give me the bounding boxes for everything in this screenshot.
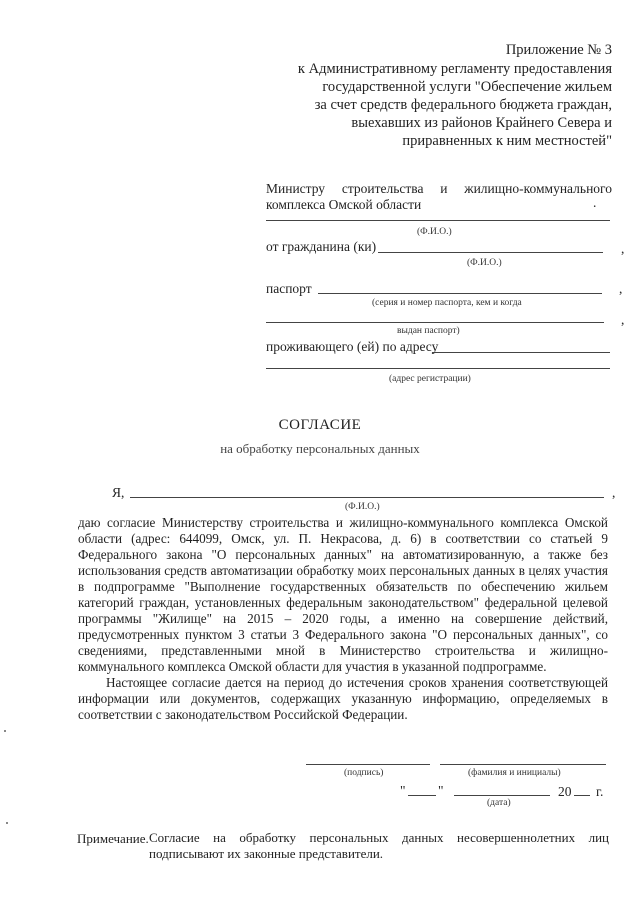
scan-mark	[6, 822, 8, 824]
year-prefix: 20	[558, 784, 572, 799]
scan-mark	[4, 730, 6, 732]
header-line-2: к Административному регламенту предоставления	[297, 61, 612, 77]
date-open-quote: "	[400, 783, 406, 798]
date-year-field[interactable]	[574, 795, 590, 796]
header-line-1: Приложение № 3	[505, 42, 612, 58]
consent-fio-field[interactable]	[130, 497, 604, 498]
addressee-line-1: Министру строительства и жилищно-коммунального	[266, 181, 612, 196]
note-text: Согласие на обработку персональных данных несовершеннолетних лиц подписывают их законные представители.	[149, 830, 609, 861]
ya-label: Я,	[112, 485, 125, 500]
comma-2: ,	[619, 281, 623, 296]
year-suffix: г.	[596, 784, 604, 799]
passport-field[interactable]	[318, 293, 602, 294]
date-month-field[interactable]	[454, 795, 550, 796]
date-caption: (дата)	[487, 798, 511, 808]
citizen-fio-field[interactable]	[378, 252, 603, 253]
passport-caption-2: выдан паспорт)	[397, 326, 460, 336]
address-field-1[interactable]	[432, 352, 610, 353]
citizen-fio-caption: (Ф.И.О.)	[467, 258, 502, 268]
consent-paragraph-1: даю согласие Министерству строительства и жилищно-коммунального комплекса Омской области (адрес: 644099, Омск, ул. П. Некрасова, д. 6) в соответствии со статьей 9 Федерального закона "О персональных данных" на автоматизированную, а также без использования средств автоматизации обработку моих персональных данных в целях участия в подпрограмме "Выполнение государственных обязательств по обеспечению жильем категорий граждан, установленных федеральным законодательством" федеральной целевой программы "Жилище" на 2015 – 2020 годы, а именно на совершение действий, предусмотренных пунктом 3 статьи 3 Федерального закона "О персональных данных", со сведениями, представленными мной в Министерство строительства и жилищно-коммунального комплекса Омской области для участия в указанной подпрограмме.	[78, 515, 608, 674]
comma-1: ,	[621, 241, 625, 256]
from-citizen-label: от гражданина (ки)	[266, 239, 377, 254]
header-line-6: приравненных к ним местностей"	[402, 133, 612, 149]
address-field-2[interactable]	[266, 368, 610, 369]
signature-caption: (подпись)	[344, 768, 384, 778]
name-initials-caption: (фамилия и инициалы)	[468, 768, 561, 778]
passport-label: паспорт	[266, 281, 312, 296]
comma-3: ,	[621, 312, 625, 327]
date-close-quote: "	[438, 783, 444, 798]
passport-issued-field[interactable]	[266, 322, 604, 323]
date-day-field[interactable]	[408, 795, 436, 796]
minister-fio-field[interactable]	[266, 220, 610, 221]
header-line-4: за счет средств федерального бюджета граждан,	[314, 97, 612, 113]
signature-field[interactable]	[306, 764, 430, 765]
passport-caption-1: (серия и номер паспорта, кем и когда	[372, 298, 522, 308]
consent-paragraph-2: Настоящее согласие дается на период до истечения сроков хранения соответствующей информации или документов, содержащих указанную информацию, определяемых в соответствии с законодательством Российской Федерации.	[78, 675, 608, 722]
comma-4: ,	[612, 485, 616, 500]
name-initials-field[interactable]	[440, 764, 606, 765]
address-caption: (адрес регистрации)	[389, 374, 471, 384]
minister-fio-caption: (Ф.И.О.)	[417, 227, 452, 237]
document-title: СОГЛАСИЕ	[278, 417, 362, 433]
note-label: Примечание.	[77, 831, 149, 846]
addressee-dot: .	[593, 195, 597, 210]
header-line-5: выехавших из районов Крайнего Севера и	[351, 115, 612, 131]
address-label: проживающего (ей) по адресу	[266, 339, 439, 354]
header-line-3: государственной услуги "Обеспечение жильем	[322, 79, 612, 95]
document-subtitle: на обработку персональных данных	[220, 441, 420, 456]
addressee-line-2: комплекса Омской области	[266, 197, 422, 212]
consent-fio-caption: (Ф.И.О.)	[345, 502, 380, 512]
